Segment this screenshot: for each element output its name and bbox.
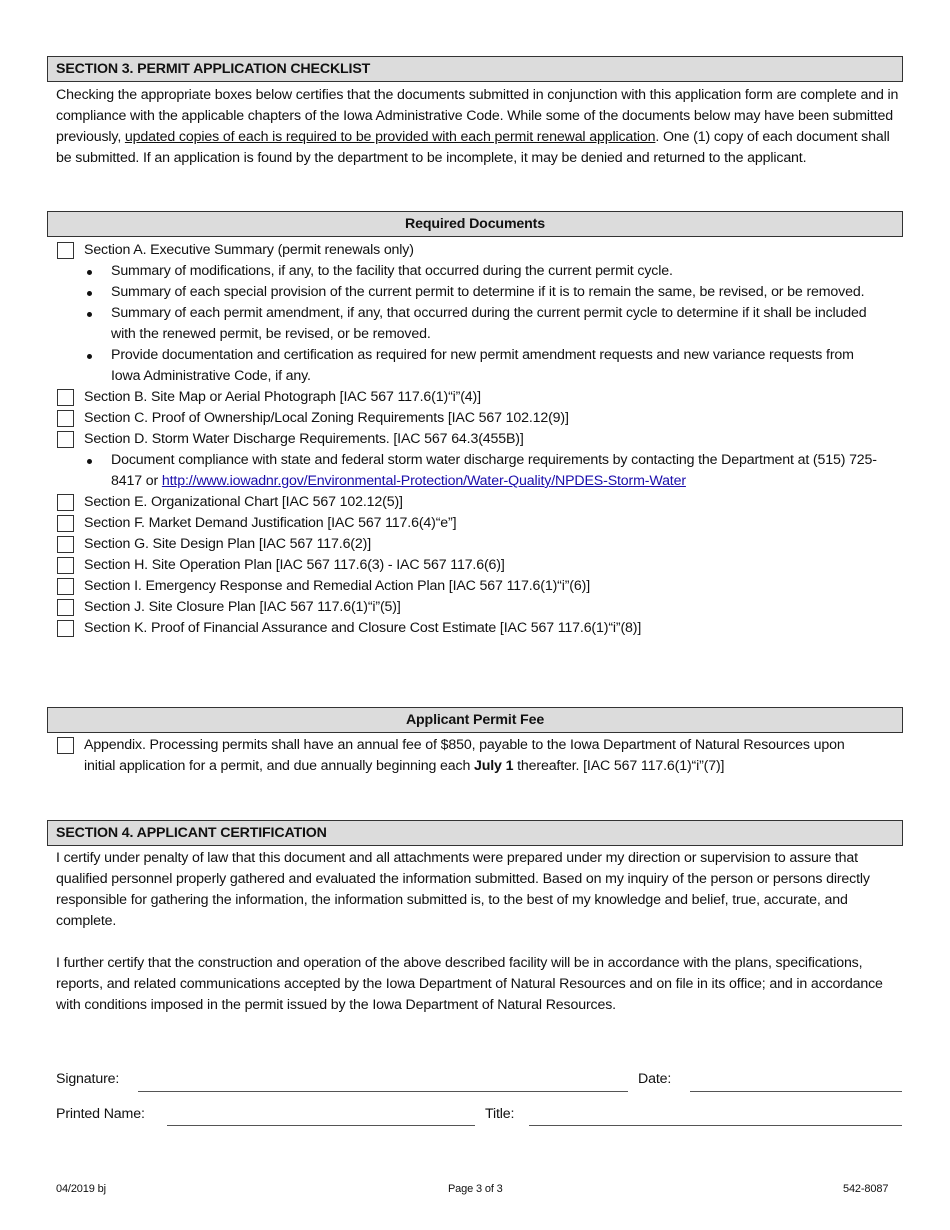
storm-water-link[interactable]: http://www.iowadnr.gov/Environmental-Protection/Water-Quality/NPDES-Storm-Water	[161, 473, 686, 489]
date-label: Date:	[638, 1071, 672, 1087]
checkbox[interactable]	[57, 431, 74, 448]
checkbox[interactable]	[57, 410, 74, 427]
item-text: Section E. Organizational Chart [IAC 567 102.12(5)]	[84, 494, 403, 510]
signature-label: Signature:	[56, 1071, 120, 1087]
certification-paragraph-2: I further certify that the construction and operation of the above described facility will be in accordance with the plans, specifications, reports, and related communications accepted by the Iowa Department of Natural Resources and on file in its office; and in accordance with conditions imposed in the permit issued by the Iowa Department of Natural Resources.	[56, 955, 883, 1013]
footer-revision: 04/2019 bj	[56, 1183, 106, 1195]
item-text: Summary of modifications, if any, to the facility that occurred during the current permit cycle.	[111, 263, 673, 279]
checkbox[interactable]	[57, 242, 74, 259]
item-text: Section G. Site Design Plan [IAC 567 117.6(2)]	[84, 536, 371, 552]
item-text: Section D. Storm Water Discharge Requirements. [IAC 567 64.3(455B)]	[84, 431, 524, 447]
checkbox[interactable]	[57, 494, 74, 511]
item-text: Provide documentation and certification as required for new permit amendment requests and new variance requests from Iowa Administrative Code, if any.	[111, 347, 854, 384]
checkbox[interactable]	[57, 515, 74, 532]
checklist-subitem	[47, 261, 903, 282]
fee-text: Appendix. Processing permits shall have an annual fee of $850, payable to the Iowa Department of Natural Resources upon initial application for a permit, and due annually beginning each	[84, 737, 845, 774]
checklist-item	[47, 429, 903, 450]
checklist-subitem	[47, 450, 903, 492]
section-4-header: SECTION 4. APPLICANT CERTIFICATION	[47, 820, 903, 846]
checklist-item	[47, 597, 903, 618]
signature-field[interactable]	[138, 1091, 628, 1092]
checkbox[interactable]	[57, 389, 74, 406]
item-text: Section F. Market Demand Justification [IAC 567 117.6(4)“e”]	[84, 515, 457, 531]
section-3-header: SECTION 3. PERMIT APPLICATION CHECKLIST	[47, 56, 903, 82]
intro-text: Checking the appropriate boxes below certifies that the documents submitted in conjunction with this application form are complete and in compliance with the applicable chapters of the Iowa Administrative Code. While some of the documents below may have been submitted previously,	[56, 87, 899, 145]
title-field[interactable]	[529, 1125, 902, 1126]
required-documents-list	[47, 240, 903, 639]
required-documents-header: Required Documents	[47, 211, 903, 237]
checklist-item	[47, 408, 903, 429]
printed-name-label: Printed Name:	[56, 1106, 145, 1122]
checkbox[interactable]	[57, 599, 74, 616]
checklist-item	[47, 618, 903, 639]
bullet-icon	[87, 354, 92, 359]
checklist-item	[47, 387, 903, 408]
item-text: Section H. Site Operation Plan [IAC 567 117.6(3) - IAC 567 117.6(6)]	[84, 557, 505, 573]
item-text: Document compliance with state and federal storm water discharge requirements by contacting the Department at (515) 725-8417 or	[111, 452, 877, 489]
checklist-item	[47, 240, 903, 261]
certification-paragraph-1: I certify under penalty of law that this document and all attachments were prepared under my direction or supervision to assure that qualified personnel properly gathered and evaluated the information submitted. Based on my inquiry of the person or persons directly responsible for gathering the information, the information submitted is, to the best of my knowledge and belief, true, accurate, and complete.	[56, 850, 870, 929]
checklist-item	[47, 555, 903, 576]
intro-text-end: . One (1) copy of each document shall be submitted. If an application is found by the department to be incomplete, it may be denied and returned to the applicant.	[56, 129, 890, 166]
bullet-icon	[87, 459, 92, 464]
item-text: Section J. Site Closure Plan [IAC 567 117.6(1)“i”(5)]	[84, 599, 401, 615]
printed-name-field[interactable]	[167, 1125, 475, 1126]
bullet-icon	[87, 291, 92, 296]
checklist-subitem	[47, 345, 903, 387]
item-text: Summary of each permit amendment, if any, that occurred during the current permit cycle to determine if it shall be included with the renewed permit, be revised, or be removed.	[111, 305, 867, 342]
appendix-checkbox[interactable]	[57, 737, 74, 754]
checkbox[interactable]	[57, 536, 74, 553]
title-label: Title:	[485, 1106, 515, 1122]
checklist-item	[47, 534, 903, 555]
checkbox[interactable]	[57, 620, 74, 637]
permit-fee-header: Applicant Permit Fee	[47, 707, 903, 733]
checklist-item	[47, 513, 903, 534]
checklist-subitem	[47, 282, 903, 303]
permit-fee-list	[47, 735, 903, 777]
bullet-icon	[87, 270, 92, 275]
item-text: Section A. Executive Summary (permit renewals only)	[84, 242, 414, 258]
permit-fee-item	[47, 735, 903, 777]
date-field[interactable]	[690, 1091, 902, 1092]
checklist-item	[47, 576, 903, 597]
item-text: Section I. Emergency Response and Remedial Action Plan [IAC 567 117.6(1)“i”(6)]	[84, 578, 590, 594]
checkbox[interactable]	[57, 578, 74, 595]
footer-form-number: 542-8087	[843, 1183, 889, 1195]
fee-text-end: thereafter. [IAC 567 117.6(1)“i”(7)]	[513, 758, 725, 774]
intro-underlined-text: updated copies of each is required to be provided with each permit renewal application	[124, 129, 656, 145]
item-text: Summary of each special provision of the current permit to determine if it is to remain the same, be revised, or be removed.	[111, 284, 865, 300]
checklist-item	[47, 492, 903, 513]
item-text: Section B. Site Map or Aerial Photograph [IAC 567 117.6(1)“i”(4)]	[84, 389, 481, 405]
footer-page-number: Page 3 of 3	[448, 1183, 503, 1195]
section-3-intro	[56, 85, 901, 169]
item-text: Section K. Proof of Financial Assurance and Closure Cost Estimate [IAC 567 117.6(1)“i”(8)]	[84, 620, 642, 636]
item-text: Section C. Proof of Ownership/Local Zoning Requirements [IAC 567 102.12(9)]	[84, 410, 569, 426]
checkbox[interactable]	[57, 557, 74, 574]
checklist-subitem	[47, 303, 903, 345]
bullet-icon	[87, 312, 92, 317]
fee-date: July 1	[473, 758, 514, 774]
